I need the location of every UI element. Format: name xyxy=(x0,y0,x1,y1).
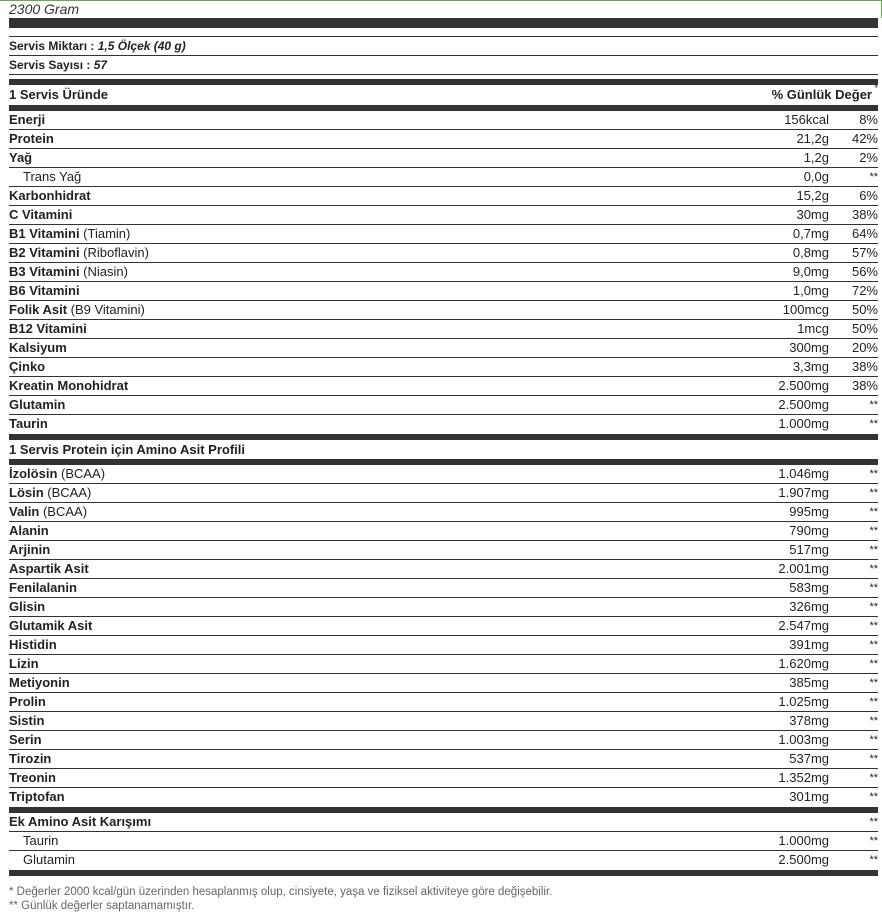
nutrient-daily-value: ** xyxy=(869,601,878,613)
table-row xyxy=(9,560,878,579)
nutrition-facts-panel xyxy=(9,0,878,913)
daily-value-heading-text: % Günlük Değer xyxy=(771,87,872,102)
divider-line xyxy=(9,28,878,37)
nutrient-daily-value: ** xyxy=(869,696,878,708)
nutrient-daily-value: 38% xyxy=(851,207,878,222)
divider-thick xyxy=(9,18,878,28)
nutrient-name-text: Kalsiyum xyxy=(9,340,67,355)
nutrient-name-text: C Vitamini xyxy=(9,207,73,222)
nutrient-daily-value: 50% xyxy=(851,321,878,336)
nutrient-name-text: Lösin xyxy=(9,485,44,500)
footnote-daily-values: * Değerler 2000 kcal/gün üzerinden hesaplanmış olup, cinsiyete, yaşa ve fiziksel aktiviteye göre değişebilir. xyxy=(9,886,553,898)
nutrient-name-text: Treonin xyxy=(9,770,56,785)
nutrient-amount: 15,2g xyxy=(796,188,829,203)
nutrient-name-text: B6 Vitamini xyxy=(9,283,80,298)
nutrient-name-text: Taurin xyxy=(9,416,48,431)
nutrient-name xyxy=(9,168,709,186)
nutrient-daily-value: ** xyxy=(869,791,878,803)
nutrient-daily-value: 56% xyxy=(851,264,878,279)
nutrient-amount: 378mg xyxy=(789,713,829,728)
extra-amino-heading-row xyxy=(9,813,878,832)
nutrient-name xyxy=(9,225,709,243)
nutrient-amount: 2.500mg xyxy=(778,378,829,393)
nutrient-name xyxy=(9,655,709,673)
nutrient-name-text: Arjinin xyxy=(9,542,51,557)
nutrient-daily-value: 38% xyxy=(851,378,878,393)
nutrient-name xyxy=(9,396,709,414)
nutrient-name-text: Glutamik Asit xyxy=(9,618,93,633)
table-row xyxy=(9,465,878,484)
nutrient-name-text: Histidin xyxy=(9,637,57,652)
extra-amino-heading: Ek Amino Asit Karışımı xyxy=(9,814,152,829)
nutrient-daily-value: 42% xyxy=(851,131,878,146)
nutrient-daily-value: 57% xyxy=(851,245,878,260)
table-row xyxy=(9,731,878,750)
section-header-per-serving xyxy=(9,85,878,105)
table-row xyxy=(9,522,878,541)
nutrient-amount: 583mg xyxy=(789,580,829,595)
nutrient-amount: 1mcg xyxy=(797,321,829,336)
nutrient-name xyxy=(9,339,709,357)
table-row xyxy=(9,206,878,225)
nutrient-daily-value: ** xyxy=(869,677,878,689)
nutrient-name-text: Glisin xyxy=(9,599,46,614)
servings-count-value: 57 xyxy=(93,58,108,72)
nutrient-daily-value: 72% xyxy=(851,283,878,298)
nutrient-daily-value: 64% xyxy=(851,226,878,241)
nutrient-amount: 1.046mg xyxy=(778,466,829,481)
table-row xyxy=(9,832,878,851)
nutrient-daily-value: ** xyxy=(869,582,878,594)
table-row xyxy=(9,415,878,434)
nutrient-name-text: Aspartik Asit xyxy=(9,561,89,576)
nutrient-daily-value: ** xyxy=(869,620,878,632)
package-size-title: 2300 Gram xyxy=(9,1,80,17)
footnote-not-established: ** Günlük değerler saptanamamıştır. xyxy=(9,900,195,912)
nutrient-name-text: Metiyonin xyxy=(9,675,70,690)
nutrient-amount: 1.907mg xyxy=(778,485,829,500)
nutrient-amount: 2.547mg xyxy=(778,618,829,633)
nutrient-amount: 0,0g xyxy=(803,169,829,184)
nutrient-name xyxy=(9,320,709,338)
nutrient-name-detail: (Niasin) xyxy=(79,264,128,279)
table-row xyxy=(9,579,878,598)
nutrient-name xyxy=(9,206,709,224)
amino-acid-list xyxy=(9,465,878,807)
nutrient-amount: 3,3mg xyxy=(792,359,829,374)
table-row xyxy=(9,598,878,617)
nutrient-name-text: Taurin xyxy=(23,833,59,848)
per-serving-heading: 1 Servis Üründe xyxy=(9,87,108,102)
nutrient-daily-value: ** xyxy=(869,835,878,847)
nutrient-name xyxy=(9,282,709,300)
nutrient-amount: 1.000mg xyxy=(778,416,829,431)
nutrient-daily-value: ** xyxy=(869,487,878,499)
nutrient-name xyxy=(9,712,709,730)
nutrient-daily-value: ** xyxy=(869,715,878,727)
nutrient-name-text: Sistin xyxy=(9,713,45,728)
nutrient-amount: 1.352mg xyxy=(778,770,829,785)
nutrient-daily-value: ** xyxy=(869,506,878,518)
nutrient-name xyxy=(9,522,709,540)
nutrient-name xyxy=(9,636,709,654)
nutrient-name xyxy=(9,731,709,749)
divider-mid xyxy=(9,870,878,876)
table-row xyxy=(9,225,878,244)
nutrient-name-text: Triptofan xyxy=(9,789,65,804)
nutrient-daily-value: ** xyxy=(869,734,878,746)
nutrient-daily-value: ** xyxy=(869,544,878,556)
nutrient-name xyxy=(9,415,709,434)
nutrient-name xyxy=(9,674,709,692)
nutrient-name xyxy=(9,263,709,281)
nutrient-amount: 1.003mg xyxy=(778,732,829,747)
daily-value-asterisk: * xyxy=(874,83,878,93)
nutrient-name-text: Çinko xyxy=(9,359,46,374)
nutrient-name xyxy=(9,541,709,559)
nutrient-name-text: Alanin xyxy=(9,523,49,538)
nutrient-name xyxy=(9,484,709,502)
table-row xyxy=(9,339,878,358)
nutrient-name-text: Serin xyxy=(9,732,42,747)
nutrient-daily-value: ** xyxy=(869,418,878,430)
extra-amino-heading-dv: ** xyxy=(869,816,878,828)
table-row xyxy=(9,750,878,769)
nutrient-amount: 21,2g xyxy=(796,131,829,146)
table-row xyxy=(9,187,878,206)
nutrient-daily-value: ** xyxy=(869,753,878,765)
nutrient-amount: 1,2g xyxy=(803,150,829,165)
nutrient-amount: 790mg xyxy=(789,523,829,538)
nutrient-daily-value: ** xyxy=(869,854,878,866)
amino-profile-heading: 1 Servis Protein için Amino Asit Profili xyxy=(9,442,245,457)
nutrient-name xyxy=(9,769,709,787)
nutrient-name xyxy=(9,617,709,635)
table-row xyxy=(9,263,878,282)
nutrient-daily-value: 8% xyxy=(859,112,878,127)
nutrient-daily-value: 50% xyxy=(851,302,878,317)
table-row xyxy=(9,788,878,807)
nutrient-name-text: Valin xyxy=(9,504,40,519)
nutrient-name xyxy=(9,301,709,319)
nutrient-amount: 9,0mg xyxy=(792,264,829,279)
nutrient-name xyxy=(9,377,709,395)
nutrient-name-text: Karbonhidrat xyxy=(9,188,91,203)
table-row xyxy=(9,693,878,712)
nutrient-daily-value: 20% xyxy=(851,340,878,355)
nutrient-amount: 385mg xyxy=(789,675,829,690)
nutrient-name-detail: (BCAA) xyxy=(43,485,92,500)
table-row xyxy=(9,282,878,301)
nutrient-name-detail: (Tiamin) xyxy=(79,226,131,241)
nutrient-amount: 1.025mg xyxy=(778,694,829,709)
nutrient-name-text: Yağ xyxy=(9,150,33,165)
nutrient-name xyxy=(9,465,709,483)
footnotes xyxy=(9,885,878,913)
nutrient-daily-value: ** xyxy=(869,563,878,575)
table-row xyxy=(9,636,878,655)
nutrient-amount: 391mg xyxy=(789,637,829,652)
nutrient-name-detail: (Riboflavin) xyxy=(79,245,149,260)
nutrient-daily-value: ** xyxy=(869,525,878,537)
nutrient-name xyxy=(9,560,709,578)
nutrient-daily-value: ** xyxy=(869,658,878,670)
nutrient-daily-value: 38% xyxy=(851,359,878,374)
nutrient-amount: 1.620mg xyxy=(778,656,829,671)
table-row xyxy=(9,358,878,377)
nutrient-name xyxy=(9,750,709,768)
table-row xyxy=(9,712,878,731)
nutrient-name xyxy=(9,149,709,167)
nutrient-daily-value: ** xyxy=(869,399,878,411)
table-row xyxy=(9,111,878,130)
nutrient-amount: 30mg xyxy=(796,207,829,222)
nutrient-name-text: Fenilalanin xyxy=(9,580,77,595)
table-row xyxy=(9,541,878,560)
nutrient-amount: 301mg xyxy=(789,789,829,804)
nutrient-name-text: Glutamin xyxy=(9,397,66,412)
nutrient-name-text: Enerji xyxy=(9,112,46,127)
nutrient-amount: 2.500mg xyxy=(778,397,829,412)
nutrient-name xyxy=(9,244,709,262)
nutrient-name xyxy=(9,187,709,205)
nutrient-amount: 517mg xyxy=(789,542,829,557)
nutrient-name-text: B2 Vitamini xyxy=(9,245,80,260)
table-row xyxy=(9,617,878,636)
nutrient-name xyxy=(9,788,709,807)
nutrient-amount: 100mcg xyxy=(782,302,829,317)
servings-count-row xyxy=(9,56,878,75)
extra-amino-list xyxy=(9,832,878,870)
nutrient-amount: 537mg xyxy=(789,751,829,766)
nutrient-amount: 156kcal xyxy=(784,112,829,127)
table-row xyxy=(9,130,878,149)
nutrient-name xyxy=(9,851,709,870)
nutrient-name xyxy=(9,503,709,521)
nutrient-name xyxy=(9,130,709,148)
nutrient-daily-value: 2% xyxy=(859,150,878,165)
nutrient-amount: 0,7mg xyxy=(792,226,829,241)
nutrient-name-text: Tirozin xyxy=(9,751,52,766)
serving-size-label: Servis Miktarı : xyxy=(9,39,98,53)
table-row xyxy=(9,301,878,320)
nutrient-amount: 1.000mg xyxy=(778,833,829,848)
nutrient-name-text: Trans Yağ xyxy=(23,169,82,184)
nutrient-daily-value: 6% xyxy=(859,188,878,203)
nutrient-name xyxy=(9,832,709,850)
serving-size-row xyxy=(9,37,878,56)
nutrient-name-text: B3 Vitamini xyxy=(9,264,80,279)
nutrient-name-detail: (B9 Vitamini) xyxy=(67,302,145,317)
table-row xyxy=(9,851,878,870)
nutrient-amount: 300mg xyxy=(789,340,829,355)
daily-value-heading xyxy=(772,85,878,105)
nutrient-daily-value: ** xyxy=(869,772,878,784)
nutrient-amount: 2.001mg xyxy=(778,561,829,576)
nutrient-amount: 1,0mg xyxy=(792,283,829,298)
nutrient-name-detail: (BCAA) xyxy=(57,466,106,481)
nutrient-name-detail: (BCAA) xyxy=(39,504,88,519)
table-row xyxy=(9,377,878,396)
nutrient-name-text: Prolin xyxy=(9,694,46,709)
nutrient-name-text: B1 Vitamini xyxy=(9,226,80,241)
nutrient-amount: 0,8mg xyxy=(792,245,829,260)
table-row xyxy=(9,149,878,168)
nutrient-daily-value: ** xyxy=(869,639,878,651)
section-header-amino xyxy=(9,440,878,459)
nutrient-name-text: B12 Vitamini xyxy=(9,321,87,336)
table-row xyxy=(9,674,878,693)
nutrient-amount: 326mg xyxy=(789,599,829,614)
nutrient-list xyxy=(9,111,878,434)
nutrient-name-text: İzolösin xyxy=(9,466,58,481)
nutrient-name xyxy=(9,111,709,129)
nutrient-name xyxy=(9,579,709,597)
nutrient-name xyxy=(9,693,709,711)
nutrient-name xyxy=(9,598,709,616)
nutrient-name xyxy=(9,358,709,376)
table-row xyxy=(9,168,878,187)
table-row xyxy=(9,769,878,788)
table-row xyxy=(9,503,878,522)
servings-count-label: Servis Sayısı : xyxy=(9,58,94,72)
nutrient-name-text: Kreatin Monohidrat xyxy=(9,378,129,393)
nutrient-daily-value: ** xyxy=(869,468,878,480)
nutrient-amount: 995mg xyxy=(789,504,829,519)
nutrient-name-text: Folik Asit xyxy=(9,302,68,317)
nutrient-name-text: Glutamin xyxy=(23,852,76,867)
table-row xyxy=(9,484,878,503)
nutrient-name-text: Protein xyxy=(9,131,54,146)
nutrient-daily-value: ** xyxy=(869,171,878,183)
nutrient-name-text: Lizin xyxy=(9,656,39,671)
nutrient-amount: 2.500mg xyxy=(778,852,829,867)
serving-size-value: 1,5 Ölçek (40 g) xyxy=(97,39,186,53)
table-row xyxy=(9,244,878,263)
table-row xyxy=(9,396,878,415)
table-row xyxy=(9,320,878,339)
table-row xyxy=(9,655,878,674)
